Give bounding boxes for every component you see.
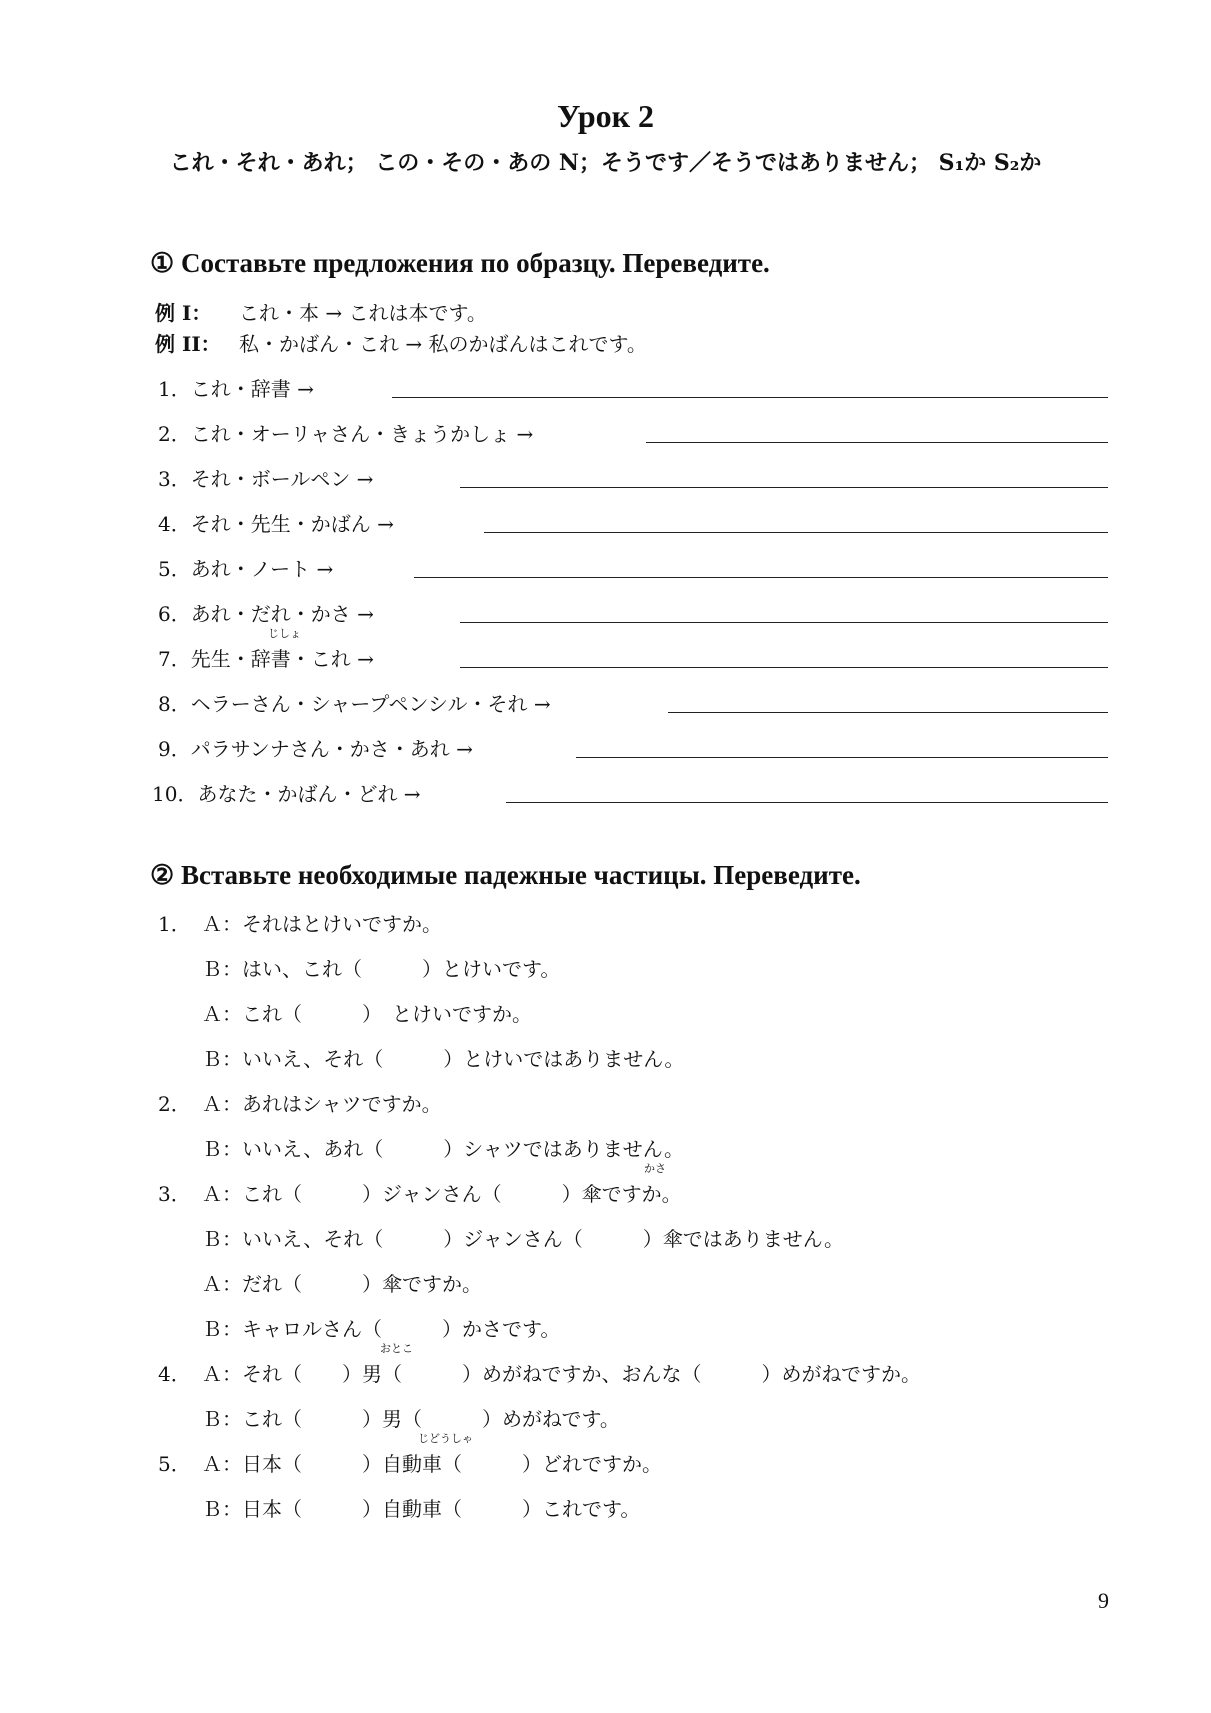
exercise2-line: Ｂ：はい、これ（ ）とけいです。 bbox=[202, 957, 561, 981]
exercise1-item: 1．これ・辞書 → bbox=[158, 377, 314, 401]
exercise2-line: Ｂ：いいえ、あれ（ ）シャツではありません。 bbox=[202, 1137, 684, 1161]
exercise1-item: 5．あれ・ノート → bbox=[158, 557, 334, 581]
answer-line[interactable] bbox=[484, 532, 1108, 533]
furigana: おとこ bbox=[380, 1342, 413, 1355]
answer-line[interactable] bbox=[392, 397, 1108, 398]
exercise1-item: 2．これ・オーリャさん・きょうかしょ → bbox=[158, 422, 534, 446]
exercise1-item: 10．あなた・かばん・どれ → bbox=[152, 782, 421, 806]
answer-line[interactable] bbox=[506, 802, 1108, 803]
answer-line[interactable] bbox=[668, 712, 1108, 713]
example-2 bbox=[155, 328, 647, 357]
example-2-text: 私・かばん・これ → 私のかばんはこれです。 bbox=[239, 332, 647, 356]
example-1-label: 例 I： bbox=[155, 301, 212, 325]
exercise2-line: Ｂ：これ（ ）男（ ）めがねです。 bbox=[202, 1407, 620, 1431]
exercise2-line: 4． Ａ：それ（ ）男（ ）めがねですか、おんな（ ）めがねですか。 bbox=[158, 1362, 921, 1386]
example-1-text: これ・本 → これは本です。 bbox=[239, 301, 487, 325]
lesson-subtitle: これ・それ・あれ； この・その・あの N；そうです／そうではありません； S₁か S₂か bbox=[169, 150, 1042, 176]
furigana: かさ bbox=[644, 1162, 666, 1175]
exercise1-item: 3．それ・ボールペン → bbox=[158, 467, 374, 491]
example-2-label: 例 II： bbox=[155, 332, 221, 356]
exercise2-line: Ｂ：いいえ、それ（ ）とけいではありません。 bbox=[202, 1047, 685, 1071]
page-number: 9 bbox=[1098, 1588, 1109, 1613]
answer-line[interactable] bbox=[460, 667, 1108, 668]
exercise2-line: 1． Ａ：それはとけいですか。 bbox=[158, 912, 442, 936]
exercise1-item: 6．あれ・だれ・かさ → bbox=[158, 602, 374, 626]
answer-line[interactable] bbox=[460, 622, 1108, 623]
furigana: じどうしゃ bbox=[418, 1432, 473, 1445]
exercise1-item: 9．パラサンナさん・かさ・あれ → bbox=[158, 737, 473, 761]
exercise1-item: 8．ヘラーさん・シャープペンシル・それ → bbox=[158, 692, 551, 716]
exercise2-line: Ｂ：キャロルさん（ ）かさです。 bbox=[202, 1317, 561, 1341]
lesson-title: Урок 2 bbox=[556, 98, 655, 134]
exercise2-line: Ａ：だれ（ ）傘ですか。 bbox=[202, 1272, 482, 1296]
furigana: じしょ bbox=[268, 627, 301, 640]
section2-heading: ② Вставьте необходимые падежные частицы. Переведите. bbox=[150, 860, 861, 890]
exercise2-line: 3． Ａ：これ（ ）ジャンさん（ ）傘ですか。 bbox=[158, 1182, 682, 1206]
example-1 bbox=[155, 297, 487, 326]
answer-line[interactable] bbox=[576, 757, 1108, 758]
exercise2-line: Ａ：これ（ ） とけいですか。 bbox=[202, 1002, 532, 1026]
answer-line[interactable] bbox=[414, 577, 1108, 578]
answer-line[interactable] bbox=[646, 442, 1108, 443]
exercise1-item: 4．それ・先生・かばん → bbox=[158, 512, 394, 536]
answer-line[interactable] bbox=[460, 487, 1108, 488]
exercise2-line: Ｂ：いいえ、それ（ ）ジャンさん（ ）傘ではありません。 bbox=[202, 1227, 844, 1251]
exercise2-line: 2． Ａ：あれはシャツですか。 bbox=[158, 1092, 442, 1116]
exercise2-line: 5． Ａ：日本（ ）自動車（ ）どれですか。 bbox=[158, 1452, 662, 1476]
exercise1-item: 7．先生・辞書・これ → bbox=[158, 647, 374, 671]
exercise2-line: Ｂ：日本（ ）自動車（ ）これです。 bbox=[202, 1497, 641, 1521]
section1-heading: ① Составьте предложения по образцу. Переведите. bbox=[150, 248, 770, 278]
